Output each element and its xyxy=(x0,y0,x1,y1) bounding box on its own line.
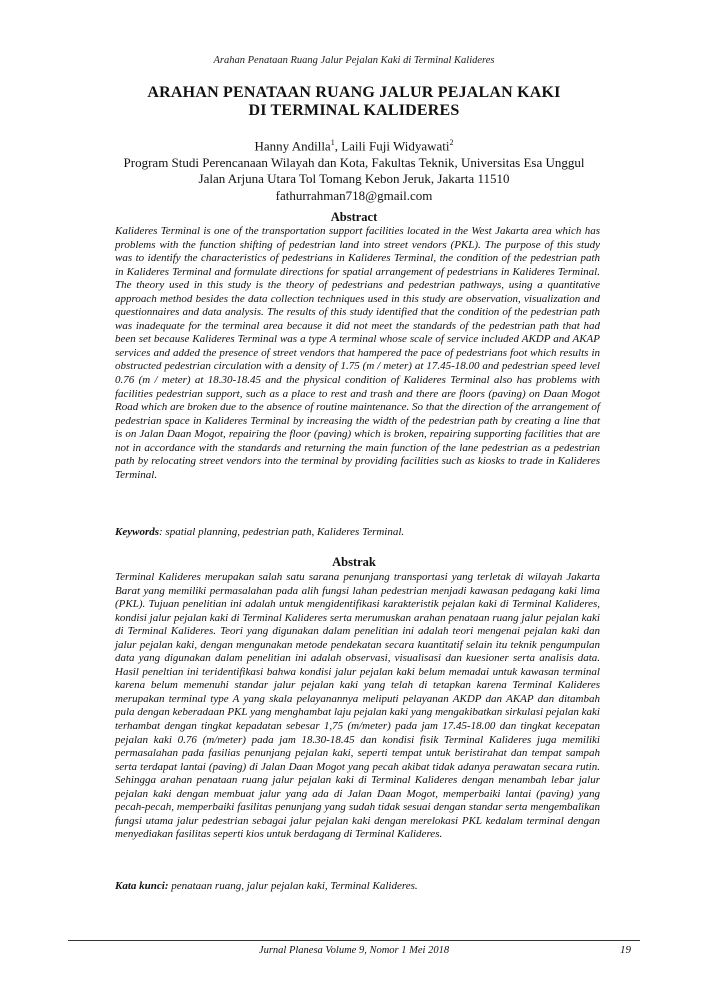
footer-rule xyxy=(68,940,640,941)
author-2-affiliation-mark: 2 xyxy=(449,138,454,147)
keywords-label: Keywords xyxy=(115,526,159,538)
kata-kunci xyxy=(115,880,600,892)
page-number: 19 xyxy=(620,944,631,956)
title-line-2: DI TERMINAL KALIDERES xyxy=(248,102,460,119)
keywords-text: : spatial planning, pedestrian path, Kalideres Terminal. xyxy=(159,526,405,538)
email: fathurrahman718@gmail.com xyxy=(275,187,433,203)
paper-title xyxy=(0,84,708,120)
author-2: Laili Fuji Widyawati xyxy=(341,138,450,154)
keywords xyxy=(115,526,600,538)
author-names xyxy=(0,135,708,155)
author-block xyxy=(0,135,708,204)
kata-kunci-text: penataan ruang, jalur pejalan kaki, Terminal Kalideres. xyxy=(168,880,418,892)
journal-footer: Jurnal Planesa Volume 9, Nomor 1 Mei 2018 xyxy=(258,945,450,956)
abstrak-heading: Abstrak xyxy=(332,555,376,569)
abstrak-body: Terminal Kalideres merupakan salah satu sarana penunjang transportasi yang terletak di wilayah Jakarta Barat yang memiliki permasalahan pada alih fungsi lahan pedestrian menjadi kawasan pedagang kaki lima (PKL). Tujuan penelitian ini adalah untuk mengidentifikasi karakteristik pejalan kaki di Terminal Kalideres, kondisi jalur pejalan kaki di Terminal Kalideres serta merumuskan arahan penataan ruang jalur pejalan kaki di Terminal Kalideres. Teori yang digunakan dalam penelitian ini adalah teori mengenai pejalan kaki dan jalur pejalan kaki, dengan mengunakan metode pendekatan secara kuantitatif selain itu teknik pengumpulan data yang digunakan dalam penelitian ini adalah observasi, visualisasi dan kuesioner serta analisis data. Hasil peneltian ini teridentifikasi bahwa kondisi jalur pejalan kaki belum memadai untuk kawasan terminal karena belum memenuhi standar jalur pejalan kaki yang telah di tetapkan karena Terminal Kalideres merupakan terminal type A yang skala pelayanannya meliputi pelayanan AKDP dan AKAP dan ditambah pula dengan keberadaan PKL yang menghambat laju pejalan kaki yang mengakibatkan sirkulasi pejalan kaki terhambat dengan tingkat kepadatan sebesar 1,75 (m/meter) pada jam 17.45-18.00 dan tingkat kecepatan pejalan kaki 0.76 (m/meter) pada jam 18.30-18.45 dan kondisi fisik Terminal Kalideres juga memiliki permasalahan pada fasilias penunjang pejalan kaki, seperti tempat untuk beristirahat dan tempat sampah serta terdapat lantai (paving) di Jalan Daan Mogot yang pecah akibat tidak adanya perawatan secara rutin. Sehingga arahan penataan ruang jalur pejalan kaki di Terminal Kalideres dengan menambah lebar jalur pejalan kaki dengan membuat jalur yang ada di Jalan Daan Mogot, memperbaiki lantai (paving) yang pecah-pecah, memperbaiki fasilitas penunjang yang sudah tidak sesuai dengan standar serta mengembalikan fungsi utama jalur pedestrian sebagai jalur pejalan kaki dengan merelokasi PKL kedalam terminal dengan menyediakan fasilitas seperti kios untuk berdagang di Terminal Kalideres. xyxy=(115,571,600,841)
kata-kunci-label: Kata kunci: xyxy=(115,880,169,892)
author-1-affiliation-mark: 1 xyxy=(330,138,335,147)
running-header: Arahan Penataan Ruang Jalur Pejalan Kaki di Terminal Kalideres xyxy=(213,55,495,66)
title-line-1: ARAHAN PENATAAN RUANG JALUR PEJALAN KAKI xyxy=(147,84,561,101)
author-1: Hanny Andilla xyxy=(254,138,331,154)
author-separator: , xyxy=(334,138,342,154)
abstract-heading: Abstract xyxy=(330,210,378,224)
abstract-body: Kalideres Terminal is one of the transportation support facilities located in the West Jakarta area which has problems with the function shifting of pedestrian land into street vendors (PKL). The purpose of this study was to identify the characteristics of pedestrians in Kalideres Terminal, the condition of the pedestrian path in Kalideres Terminal and formulate directions for spatial arrangement of pedestrians in Kalideres Terminal. The theory used in this study is the theory of pedestrians and pedestrian pathways, using a quantitative approach method besides the data collection techniques used in this study are observation, visualization and questionnaires and data analysis. The results of this study identified that the condition of the pedestrian path was inadequate for the terminal area because it did not meet the standards of the pedestrian path that had been set because Kalideres Terminal was a type A terminal whose scale of service included AKDP and AKAP services and added the presence of street vendors that hampered the pace of pedestrians foot which results in obstructed pedestrian circulation with a density of 1.75 (m / meter) at 17.45-18.00 and pedestrian speed level 0.76 (m / meter) at 18.30-18.45 and the physical condition of Kalideres Terminal also has problems with facilities pedestrian support, such as a place to rest and trash and there are floors (paving) on Daan Mogot Road which are broken due to the absence of routine maintenance. So that the direction of the arrangement of pedestrian space in Kalideres Terminal by increasing the width of the pedestrian path by creating a line that is on Jalan Daan Mogot, repairing the floor (paving) which is broken, repairing supporting facilities that are not in accordance with the standards and returning the main function of the lane pedestrian as a pedestrian path by relocating street vendors into the terminal by providing facilities such as kiosks to trade in Kalideres Terminal. xyxy=(115,225,600,481)
affiliation: Program Studi Perencanaan Wilayah dan Kota, Fakultas Teknik, Universitas Esa Unggul xyxy=(123,154,585,170)
address: Jalan Arjuna Utara Tol Tomang Kebon Jeruk, Jakarta 11510 xyxy=(198,171,510,187)
